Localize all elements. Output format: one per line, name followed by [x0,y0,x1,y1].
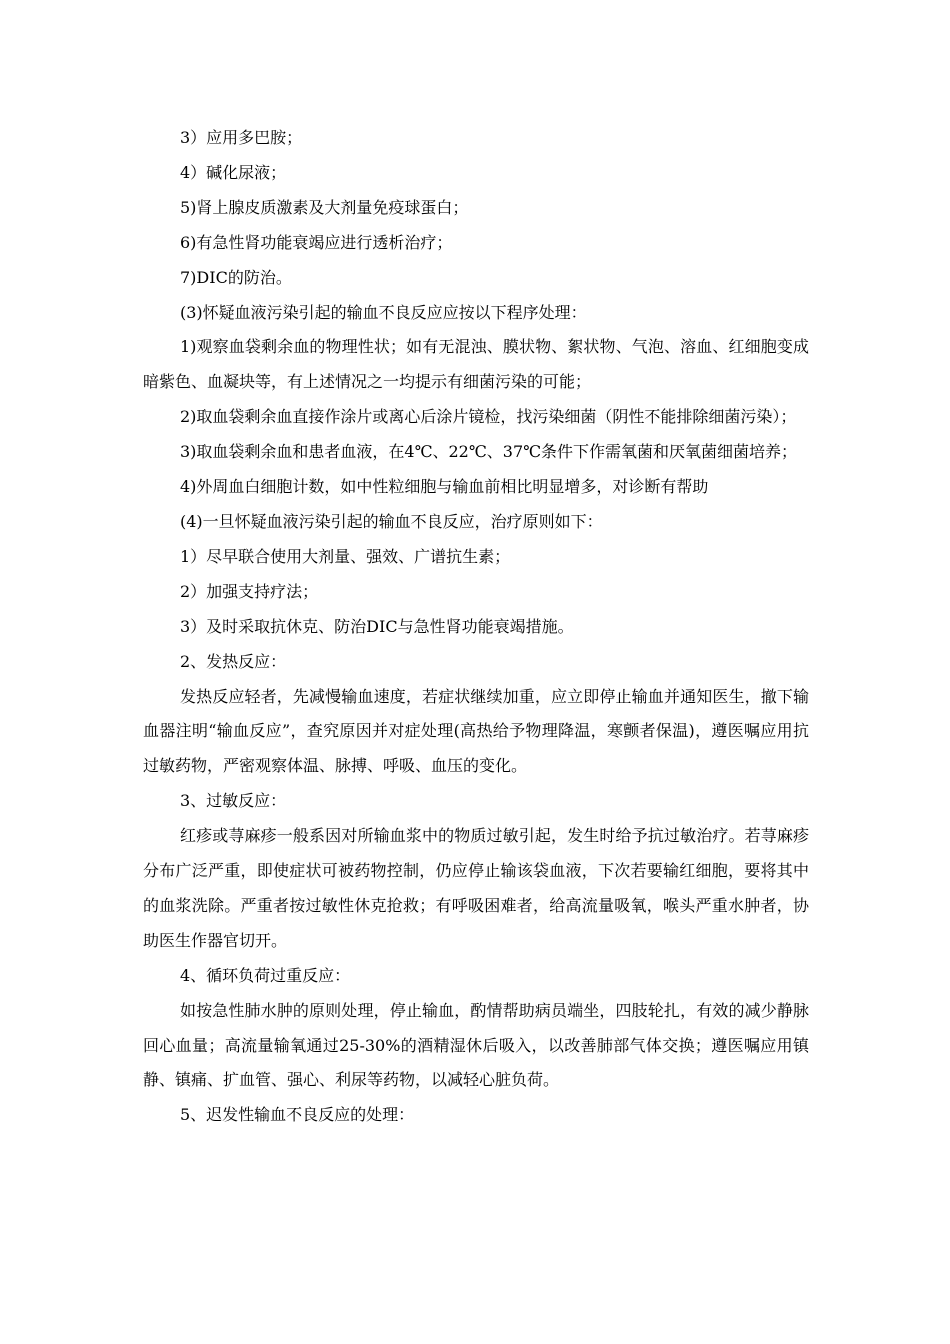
paragraph-circulatory-overload: 如按急性肺水肿的原则处理，停止输血，酌情帮助病员端坐，四肢轮扎，有效的减少静脉回心血量；高流量输氧通过25-30%的酒精湿休后吸入，以改善肺部气体交换；遵医嘱应用镇静、镇痛、扩血管、强心、利尿等药物，以减轻心脏负荷。 [143,1000,809,1090]
paragraph-alkalize-urine: 4）碱化尿液； [180,162,287,182]
paragraph-febrile-reaction: 发热反应轻者，先减慢输血速度，若症状继续加重，应立即停止输血并通知医生，撤下输血器注明“输血反应”，查究原因并对症处理(高热给予物理降温，寒颤者保温)，遵医嘱应用抗过敏药物，严密观察体温、脉搏、呼吸、血压的变化。 [143,686,809,776]
paragraph-smear-exam: 2)取血袋剩余血直接作涂片或离心后涂片镜检，找污染细菌（阴性不能排除细菌污染）； [180,407,797,427]
heading-circulatory-overload: 4、循环负荷过重反应： [180,965,351,985]
paragraph-allergic-reaction: 红疹或荨麻疹一般系因对所输血浆中的物质过敏引起，发生时给予抗过敏治疗。若荨麻疹分布广泛严重，即使症状可被药物控制，仍应停止输该袋血液，下次若要输红细胞，要将其中的血浆洗除。严重者按过敏性休克抢救；有呼吸困难者，给高流量吸氧，喉头严重水肿者，协助医生作器官切开。 [143,826,809,950]
document-body [143,121,809,1133]
heading-febrile-reaction: 2、发热反应： [180,651,287,671]
heading-allergic-reaction: 3、过敏反应： [180,791,287,811]
paragraph-antibiotics: 1）尽早联合使用大剂量、强效、广谱抗生素； [180,546,511,566]
paragraph-supportive-therapy: 2）加强支持疗法； [180,581,319,601]
paragraph-observe-blood-bag: 1)观察血袋剩余血的物理性状；如有无混浊、膜状物、絮状物、气泡、溶血、红细胞变成暗紫色、血凝块等，有上述情况之一均提示有细菌污染的可能； [143,337,809,392]
paragraph-culture: 3)取血袋剩余血和患者血液，在4℃、22℃、37℃条件下作需氧菌和厌氧菌细菌培养； [180,442,798,462]
paragraph-dialysis: 6)有急性肾功能衰竭应进行透析治疗； [180,232,453,252]
paragraph-treatment-principles: (4)一旦怀疑血液污染引起的输血不良反应，治疗原则如下： [180,511,603,531]
paragraph-anti-shock: 3）及时采取抗休克、防治DIC与急性肾功能衰竭措施。 [180,616,574,636]
paragraph-dopamine: 3）应用多巴胺； [180,128,303,147]
paragraph-dic-prevention: 7)DIC的防治。 [180,267,292,287]
heading-delayed-reaction: 5、迟发性输血不良反应的处理： [180,1105,415,1125]
paragraph-corticosteroids: 5)肾上腺皮质激素及大剂量免疫球蛋白； [180,197,469,217]
paragraph-wbc-count: 4)外周血白细胞计数，如中性粒细胞与输血前相比明显增多，对诊断有帮助 [180,477,709,497]
paragraph-contamination-procedure: (3)怀疑血液污染引起的输血不良反应应按以下程序处理： [180,302,587,322]
